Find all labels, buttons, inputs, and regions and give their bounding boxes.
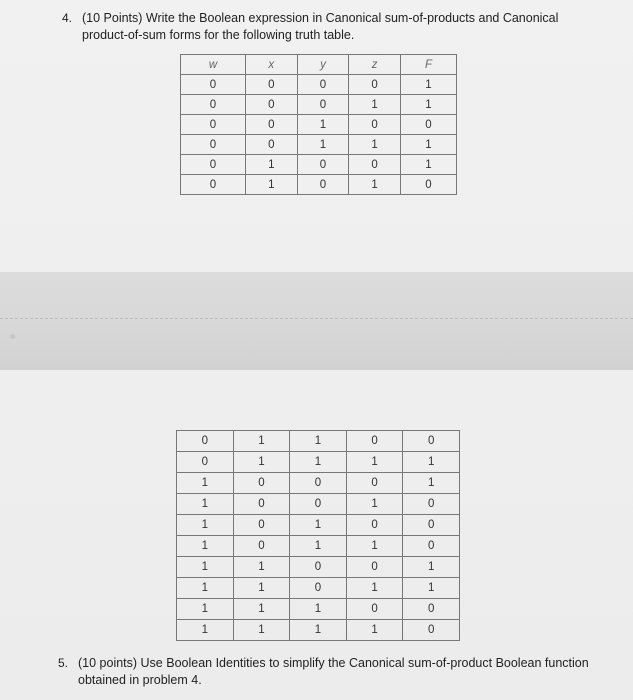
table-cell: 1	[233, 620, 290, 641]
table-cell: 0	[181, 95, 246, 115]
table-cell: 0	[346, 515, 403, 536]
table-cell: 1	[245, 175, 297, 195]
table-row	[177, 452, 460, 473]
truth-table-1	[180, 54, 457, 195]
table-cell: 0	[233, 515, 290, 536]
table-cell: 0	[233, 494, 290, 515]
table-cell: 1	[349, 95, 401, 115]
table-cell: 0	[349, 115, 401, 135]
question-4-number: 4.	[62, 11, 73, 25]
table-row	[177, 599, 460, 620]
table-cell: 0	[245, 135, 297, 155]
page-break-band	[0, 272, 633, 370]
table-cell: 0	[181, 155, 246, 175]
table-cell: 1	[403, 578, 460, 599]
table-cell: 1	[403, 452, 460, 473]
table-cell: 1	[177, 515, 234, 536]
table-cell: 1	[290, 431, 347, 452]
question-5-text: (10 points) Use Boolean Identities to simplify the Canonical sum-of-product Boolean function obtained in problem 4.	[78, 656, 589, 687]
table-cell: 1	[346, 620, 403, 641]
table-cell: 0	[297, 75, 349, 95]
table-cell: 0	[403, 599, 460, 620]
table-cell: 0	[400, 175, 456, 195]
table-cell: 1	[233, 431, 290, 452]
table-cell: 1	[290, 620, 347, 641]
table-cell: 0	[297, 95, 349, 115]
table-cell: 1	[177, 536, 234, 557]
table-row	[181, 135, 457, 155]
table-cell: 0	[290, 578, 347, 599]
table-row	[177, 431, 460, 452]
table-cell: 0	[290, 473, 347, 494]
table-cell: 1	[233, 557, 290, 578]
table-row	[177, 620, 460, 641]
table-cell: 1	[177, 578, 234, 599]
table-cell: 0	[290, 494, 347, 515]
table-cell: 0	[349, 155, 401, 175]
table-cell: 1	[403, 557, 460, 578]
page-break-divider	[0, 318, 633, 319]
table-cell: 0	[245, 75, 297, 95]
table-row	[177, 494, 460, 515]
table-cell: 1	[400, 75, 456, 95]
table-cell: 0	[181, 75, 246, 95]
table-cell: 1	[177, 599, 234, 620]
table-cell: 0	[346, 557, 403, 578]
table-cell: 0	[403, 620, 460, 641]
table-cell: 0	[181, 115, 246, 135]
page-break-mark	[10, 334, 15, 339]
header-cell-f: F	[400, 55, 456, 75]
table-cell: 0	[403, 494, 460, 515]
table-cell: 1	[400, 95, 456, 115]
table-cell: 1	[245, 155, 297, 175]
table-cell: 0	[400, 115, 456, 135]
table-row	[177, 536, 460, 557]
table-cell: 0	[403, 515, 460, 536]
table-cell: 1	[346, 536, 403, 557]
table-cell: 1	[403, 473, 460, 494]
table-cell: 1	[177, 494, 234, 515]
table-cell: 1	[290, 536, 347, 557]
table-cell: 0	[233, 536, 290, 557]
table-cell: 1	[346, 578, 403, 599]
table-cell: 1	[346, 494, 403, 515]
table-cell: 0	[297, 175, 349, 195]
table-row	[181, 175, 457, 195]
table-cell: 0	[245, 95, 297, 115]
table-header-row	[181, 55, 457, 75]
table-cell: 1	[177, 473, 234, 494]
table-cell: 0	[177, 452, 234, 473]
table-cell: 1	[290, 599, 347, 620]
table-cell: 1	[177, 557, 234, 578]
table-cell: 0	[346, 431, 403, 452]
header-cell-x: x	[245, 55, 297, 75]
table-cell: 0	[233, 473, 290, 494]
table-row	[177, 473, 460, 494]
table-cell: 1	[233, 599, 290, 620]
table-cell: 1	[233, 452, 290, 473]
table-cell: 1	[233, 578, 290, 599]
truth-table-2	[176, 430, 460, 641]
table-cell: 0	[403, 431, 460, 452]
table-cell: 0	[181, 175, 246, 195]
table-cell: 0	[297, 155, 349, 175]
table-cell: 0	[346, 473, 403, 494]
table-cell: 0	[290, 557, 347, 578]
table-cell: 1	[349, 175, 401, 195]
table-cell: 0	[346, 599, 403, 620]
table-cell: 1	[297, 115, 349, 135]
table-cell: 0	[181, 135, 246, 155]
table-cell: 1	[290, 452, 347, 473]
table-cell: 1	[177, 620, 234, 641]
table-cell: 1	[400, 135, 456, 155]
table-row	[177, 578, 460, 599]
table-cell: 1	[297, 135, 349, 155]
table-cell: 0	[349, 75, 401, 95]
table-cell: 0	[177, 431, 234, 452]
question-4-text: (10 Points) Write the Boolean expression in Canonical sum-of-products and Canonical product-of-sum forms for the following truth table.	[82, 11, 559, 42]
table-row	[177, 515, 460, 536]
header-cell-w: w	[181, 55, 246, 75]
header-cell-z: z	[349, 55, 401, 75]
table-row	[177, 557, 460, 578]
question-5-number: 5.	[58, 656, 69, 670]
table-row	[181, 155, 457, 175]
table-cell: 0	[403, 536, 460, 557]
table-row	[181, 95, 457, 115]
table-cell: 0	[245, 115, 297, 135]
table-cell: 1	[290, 515, 347, 536]
table-cell: 1	[400, 155, 456, 175]
table-cell: 1	[349, 135, 401, 155]
header-cell-y: y	[297, 55, 349, 75]
table-cell: 1	[346, 452, 403, 473]
table-row	[181, 75, 457, 95]
table-row	[181, 115, 457, 135]
